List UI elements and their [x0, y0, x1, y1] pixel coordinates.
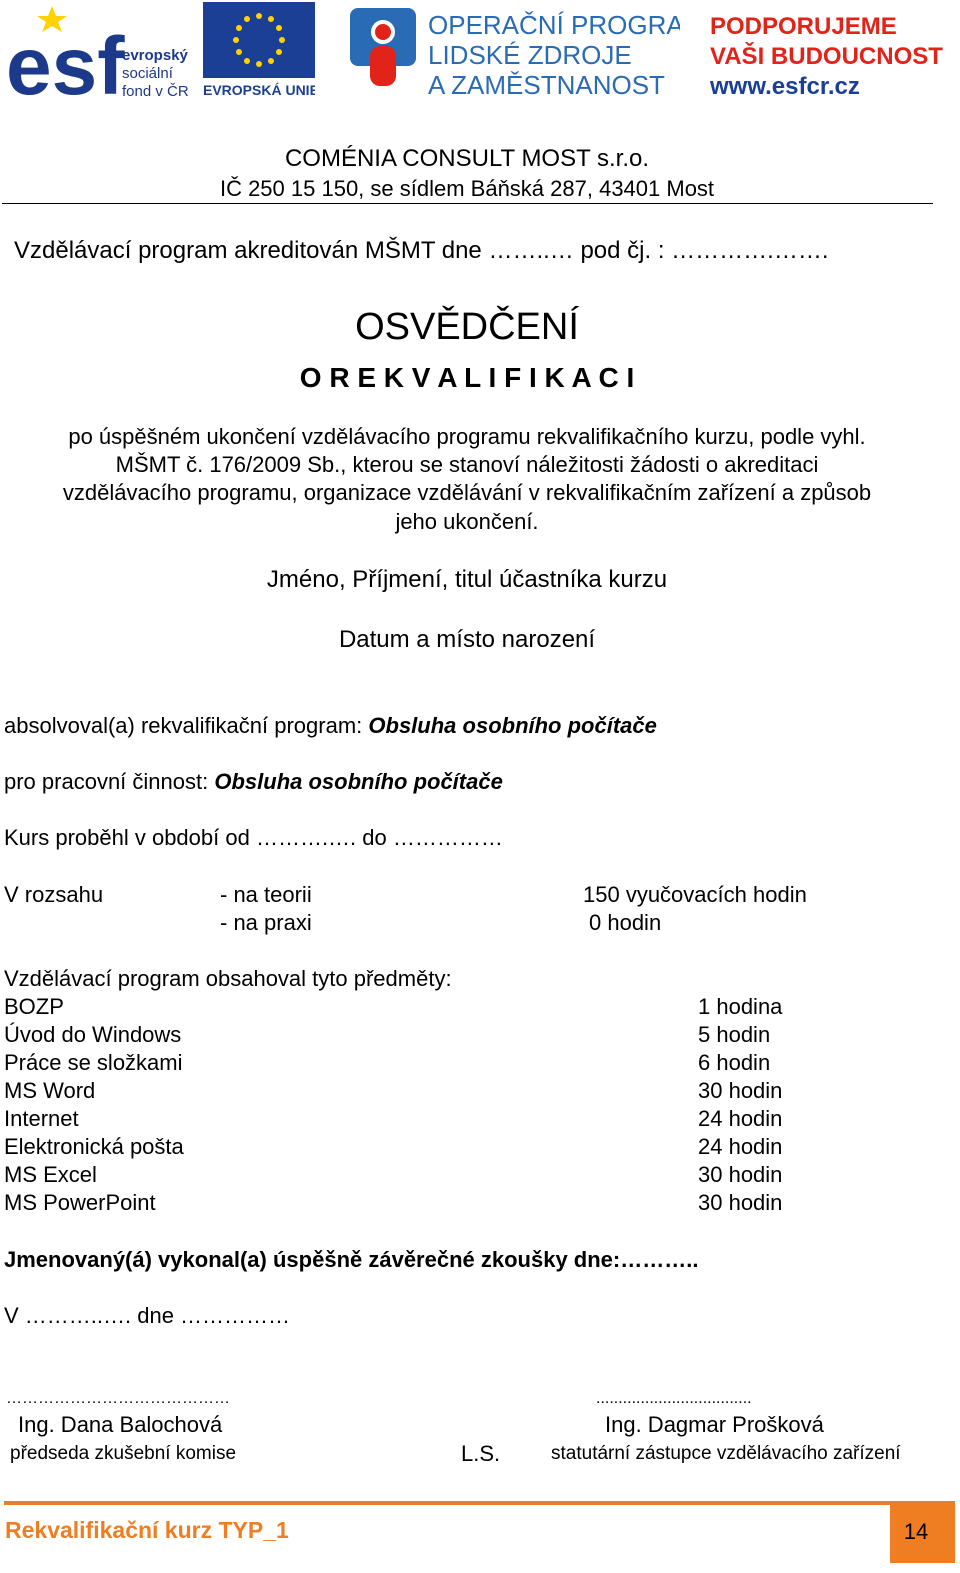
subject-hours: 30 hodin: [698, 1190, 783, 1215]
subjects-heading: Vzdělávací program obsahoval tyto předměty:: [4, 966, 452, 991]
company-name: COMÉNIA CONSULT MOST s.r.o.: [284, 145, 650, 172]
footer-label: Rekvalifikační kurz TYP_1: [5, 1517, 289, 1543]
legal-text-line-1: po úspěšném ukončení vzdělávacího programu rekvalifikačního kurzu, podle vyhl.: [68, 424, 866, 449]
subject-hours: 5 hodin: [698, 1022, 771, 1047]
eu-text: EVROPSKÁ UNIE: [203, 82, 315, 98]
subject-hours: 6 hodin: [698, 1050, 771, 1075]
legal-text-line-2: MŠMT č. 176/2009 Sb., kterou se stanoví náležitosti žádosti o akreditaci: [115, 452, 819, 477]
subject-hours: 1 hodina: [698, 994, 783, 1019]
support-logo: [710, 8, 950, 98]
scope-practice-value: 0 hodin: [589, 910, 662, 935]
program-line: [4, 713, 657, 739]
stamp-label: L.S.: [461, 1441, 501, 1466]
subject-name: Úvod do Windows: [4, 1022, 182, 1047]
place-date-line: V ………..…. dne ……………: [4, 1303, 291, 1328]
left-signature-role: předseda zkušební komise: [10, 1443, 237, 1464]
scope-label: V rozsahu: [4, 882, 104, 907]
esf-text-line-3: fond v ČR: [122, 83, 189, 98]
right-signature-name: Ing. Dagmar Prošková: [605, 1412, 824, 1437]
esf-mark-text: esf: [6, 21, 125, 98]
puzzle-person-icon: [350, 8, 416, 86]
subject-name: Elektronická pošta: [4, 1134, 184, 1159]
esf-text-line-2: sociální: [122, 65, 173, 82]
activity-value: Obsluha osobního počítače: [214, 769, 503, 794]
company-address: IČ 250 15 150, se sídlem Báňská 287, 43401 Most: [219, 176, 715, 201]
subject-name: Internet: [4, 1106, 79, 1131]
legal-text-line-4: jeho ukončení.: [395, 509, 539, 534]
esf-text-line-1: evropský: [122, 47, 188, 64]
subject-name: MS Excel: [4, 1162, 97, 1187]
subject-name: BOZP: [4, 994, 64, 1019]
scope-practice-label: - na praxi: [220, 910, 312, 935]
left-signature-name: Ing. Dana Balochová: [18, 1412, 223, 1437]
page-number: 14: [903, 1519, 929, 1544]
left-signature-line: ……………………………………: [6, 1390, 230, 1407]
certificate-subtitle: O R E K V A L I F I K A C I: [299, 362, 635, 393]
support-line-1: PODPORUJEME: [710, 13, 897, 40]
op-lzz-logo: [350, 2, 680, 98]
support-url: www.esfcr.cz: [710, 73, 860, 98]
legal-text-line-3: vzdělávacího programu, organizace vzdělávání v rekvalifikačním zařízení a způsob: [62, 480, 872, 505]
support-line-2: VAŠI BUDOUCNOST: [710, 43, 943, 70]
scope-theory-label: - na teorii: [220, 882, 312, 907]
eu-logo: [203, 2, 315, 98]
subject-hours: 30 hodin: [698, 1078, 783, 1103]
subject-hours: 30 hodin: [698, 1162, 783, 1187]
program-label: absolvoval(a) rekvalifikační program:: [4, 713, 363, 738]
esf-logo: [4, 2, 196, 98]
right-signature-role: statutární zástupce vzdělávacího zařízení: [551, 1443, 901, 1464]
op-line-3: A ZAMĚSTNANOST: [428, 70, 665, 98]
subject-name: MS PowerPoint: [4, 1190, 156, 1215]
subject-name: MS Word: [4, 1078, 96, 1103]
accreditation-line: Vzdělávací program akreditován MŠMT dne ……..… pod čj. : ………….…….: [14, 237, 829, 264]
activity-line: [4, 769, 503, 795]
subject-name: Práce se složkami: [4, 1050, 183, 1075]
exam-line: Jmenovaný(á) vykonal(a) úspěšně závěrečné zkoušky dne:………..: [4, 1247, 699, 1272]
header-divider: [2, 203, 933, 204]
footer-divider: [4, 1501, 890, 1505]
subject-hours: 24 hodin: [698, 1106, 783, 1131]
op-line-1: OPERAČNÍ PROGRAM: [428, 10, 680, 40]
participant-name: Jméno, Příjmení, titul účastníka kurzu: [266, 566, 668, 593]
op-line-2: LIDSKÉ ZDROJE: [428, 40, 632, 70]
period-line: Kurs proběhl v období od ……….…. do ……………: [4, 825, 503, 850]
activity-label: pro pracovní činnost:: [4, 769, 209, 794]
program-value: Obsluha osobního počítače: [368, 713, 657, 738]
subject-hours: 24 hodin: [698, 1134, 783, 1159]
participant-birth: Datum a místo narození: [338, 626, 596, 653]
right-signature-line: ...................................: [596, 1390, 752, 1407]
scope-theory-value: 150 vyučovacích hodin: [583, 882, 807, 907]
certificate-title: OSVĚDČENÍ: [355, 306, 579, 348]
